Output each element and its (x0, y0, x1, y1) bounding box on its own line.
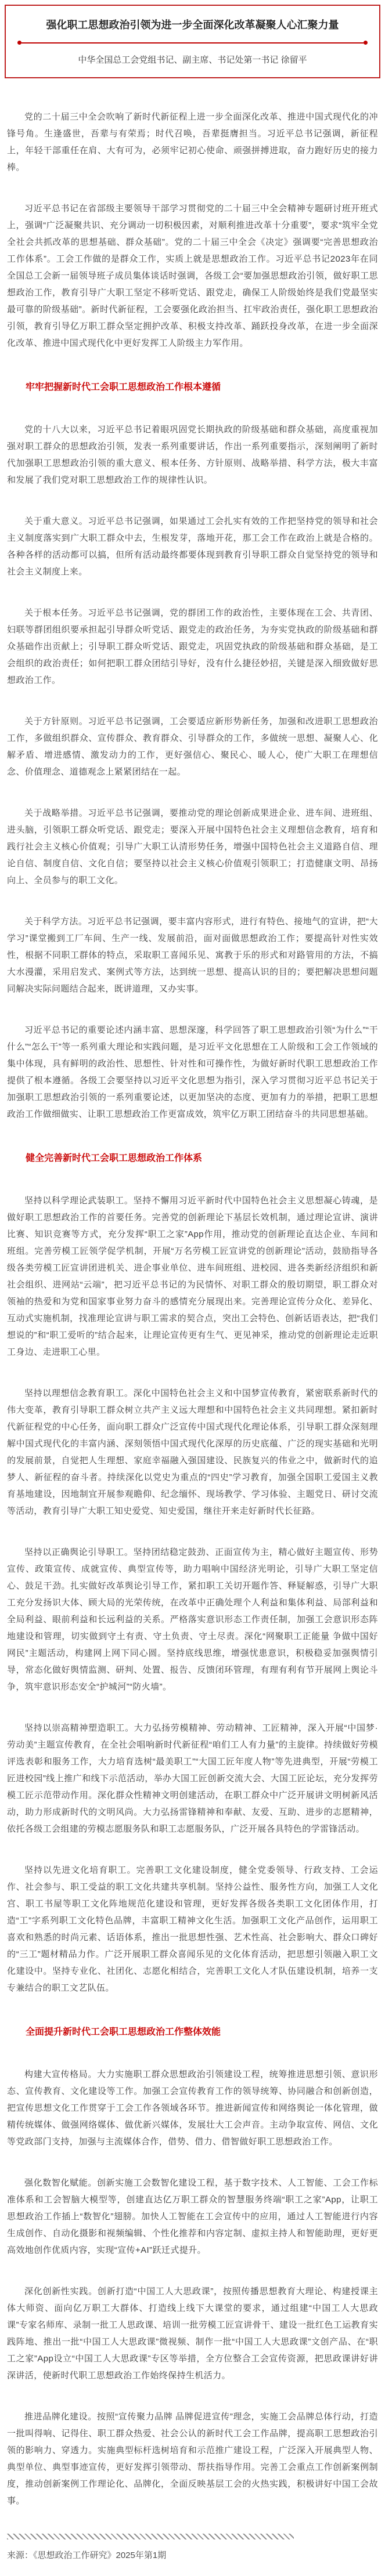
body-paragraph: 坚持以崇高精神塑造职工。大力弘扬劳模精神、劳动精神、工匠精神，深入开展“中国梦·劳动美”主题宣传教育，在全社会唱响新时代新征程“咱们工人有力量”的主旋律。持续做好劳模评选表彰和服务工作，大力培育选树“最美职工”“大国工匠年度人物”等先进典型，开展“劳模工匠进校园”线上推广和线下示范活动，举办大国工匠创新交流大会、大国工匠论坛，充分发挥劳模工匠示范带动作用。深化群众性精神文明创建活动，在职工群众中广泛开展讲文明树新风活动，助力形成新时代的文明风尚。大力弘扬雷锋精神和奉献、友爱、互助、进步的志愿精神，依托各级工会组建的劳模志愿服务队和职工志愿服务队，广泛开展各具特色的学雷锋活动。 (7, 1723, 378, 1834)
body-paragraph: 关于战略举措。习近平总书记强调，要推动党的理论创新成果进企业、进车间、进班组、进头脑，引领职工群众听党话、跟党走；要深入开展中国特色社会主义理想信念教育，培育和践行社会主义核心价值观；引导广大职工认清形势任务，增强中国特色社会主义道路自信、理论自信、制度自信、文化自信；要坚持以社会主义核心价值观引领职工；打造健康文明、昂扬向上、全员参与的职工文化。 (7, 808, 378, 885)
body-paragraph: 坚持以正确舆论引导职工。坚持团结稳定鼓劲、正面宣传为主，精心做好主题宣传、形势宣传、政策宣传、成就宣传、典型宣传等，助力唱响中国经济光明论，引导广大职工坚定信心、鼓足干劲。扎实做好改革舆论引导工作，紧扣职工关切开题作答、释疑解惑，引导广大职工充分发扬识大体、顾大局的光荣传统，在改革中正确处理个人利益和集体利益、局部利益和全局利益、眼前利益和长远利益的关系。严格落实意识形态工作责任制，加强工会意识形态阵地建设和管理，切实做到守土有责、守土负责、守土尽责。深化“网聚职工正能量 争做中国好网民”主题活动，构建网上网下同心圆。坚持底线思维，增强忧患意识，积极稳妥加强舆情引导，常态化做好舆情监测、研判、处置、报告、反馈闭环管理，有理有利有节开展网上舆论斗争，筑牢意识形态安全“护城河”“防火墙”。 (7, 1547, 378, 1692)
body-paragraph: 推进品牌化建设。按照“宣传聚力品牌 品牌促进宣传”理念，实施工会品牌总体行动，打造一批叫得响、记得住、职工群众热爱、社会公认的新时代工会工作品牌，提高职工思想政治引领的影响力、穿透力。实施典型标杆选树培育和示范推广建设工程，广泛深入开展典型人物、典型单位、典型事迹宣传，更好发挥引领带动、帮扶指导作用。完善工会重点工作创新案例制度，推动创新案例工作理论化、品牌化，全面反映基层工会的火热实践，积极讲好中国工会故事。 (7, 2412, 378, 2506)
divider-right-dot (364, 41, 368, 45)
body-paragraph: 关于重大意义。习近平总书记强调，如果通过工会扎实有效的工作把坚持党的领导和社会主义制度落实到广大职工群众中去，生根发芽，落地开花，那工会工作在政治上就是合格的。各种各样的活动都可以搞，但所有活动最终都要体现到教育引导职工群众自觉坚持党的领导和社会主义制度上来。 (7, 516, 378, 577)
body-paragraph: 党的二十届三中全会吹响了新时代新征程上进一步全面深化改革、推进中国式现代化的冲锋号角。生逢盛世，吾辈与有荣焉；时代召唤，吾辈挺膺担当。习近平总书记强调，新征程上，年轻干部重任在肩、大有可为，必须牢记初心使命、顽强拼搏进取，奋力跑好历史的接力棒。 (7, 112, 378, 172)
footer-hatch-divider (7, 2534, 294, 2539)
section-heading: 全面提升新时代工会职工思想政治工作整体效能 (26, 2027, 221, 2037)
title-divider (17, 41, 368, 45)
body-paragraph: 深化创新性实践。创新打造“中国工人大思政课”，按照传播思想教育大理论、构建授课主体大师资、面向亿万职工大群体、打造线上线下大课堂的要求，通过组建“中国工人大思政课”专家名师库、录制一批工人思政课、培训一批劳模工匠宣讲骨干、建设一批红色工运教育实践阵地、推出一批“中国工人大思政课”微视频、制作一批“中国工人大思政课”文创产品、在“职工之家”App设立“中国工人大思政课”专区等举措，全方位整合工会宣传资源，把思政课讲好讲深讲活，使新时代职工思想政治工作始终保持生机活力。 (7, 2286, 378, 2380)
article-title: 强化职工思想政治引领为进一步全面深化改革凝聚人心汇聚力量 (46, 19, 339, 31)
body-paragraph: 关于根本任务。习近平总书记强调，党的群团工作的政治性，主要体现在工会、共青团、妇联等群团组织要承担起引导群众听党话、跟党走的政治任务，为夯实党执政的阶级基础和群众基础作出贡献上；引导职工群众听党话、跟党走，巩固党执政的阶级基础和群众基础，是工会组织的政治责任；如何把职工群众团结引导好，没有什么捷径妙招，关键是深入细致做好思想政治工作。 (7, 608, 378, 685)
article-page (0, 5, 385, 2576)
body-paragraph: 构建大宣传格局。大力实施职工群众思想政治引领建设工程，统筹推进思想引领、意识形态、宣传教育、文化建设等工作。加强工会宣传教育工作的领导统筹、协同融合和创新创造，把宣传思想文化工作贯穿于工会工作各领域各环节。推进新闻宣传和网络舆论一体化管理，做精传统媒体、做强网络媒体、做优新兴媒体，发展壮大工会声音。主动争取宣传、网信、文化等党政部门支持，加强与主流媒体合作，借势、借力、借智做好职工思想政治工作。 (7, 2070, 378, 2147)
divider-left-dot (17, 41, 21, 45)
source-line: 来源：《思想政治工作研究》2025年第1期 (7, 2550, 167, 2560)
article-author: 中华全国总工会党组书记、副主席、书记处第一书记 徐留平 (78, 55, 307, 65)
section-heading: 牢牢把握新时代工会职工思想政治工作根本遵循 (26, 382, 221, 392)
section-heading: 健全完善新时代工会职工思想政治工作体系 (26, 1153, 203, 1163)
article-footer (0, 2534, 385, 2576)
body-paragraph: 习近平总书记在省部级主要领导干部学习贯彻党的二十届三中全会精神专题研讨班开班式上，强调“广泛凝聚共识、充分调动一切积极因素，对顺利推进改革十分重要”，要求“筑牢全党全社会共抓改革的思想基础、群众基础”。党的二十届三中全会《决定》强调要“完善思想政治工作体系”。工会工作做的是群众工作，实质上就是思想政治工作。习近平总书记2023年在同全国总工会新一届领导班子成员集体谈话时强调，各级工会“要加强思想政治引领，做好职工思想政治工作，教育引导广大职工坚定不移听党话、跟党走，确保工人阶级始终是我们党最坚实最可靠的阶级基础”。新时代新征程，工会要强化政治担当、扛牢政治责任，强化职工思想政治引领，教育引导亿万职工群众坚定拥护改革、积极支持改革、踊跃投身改革，在进一步全面深化改革、推进中国式现代化中更好发挥工人阶级主力军作用。 (7, 204, 378, 348)
divider-line (21, 42, 364, 44)
article-body (0, 78, 385, 2509)
body-paragraph: 强化数智化赋能。创新实施工会数智化建设工程，基于数字技术、人工智能、工会工作标准体系和工会智脑大模型等，创建直达亿万职工群众的智慧服务终端“职工之家”App，让职工思想政治工作插上“数智化”翅膀。加快人工智能在工会宣传中的应用，通过人工智能进行内容生成创作、自动化摄影和视频编辑、个性化推荐和内容定制、虚拟主持人和智能助理，更好更高效地创作优质内容，实现“宣传+AI”跃迁式提升。 (7, 2178, 378, 2255)
body-paragraph: 坚持以科学理论武装职工。坚持不懈用习近平新时代中国特色社会主义思想凝心铸魂，是做好职工思想政治工作的首要任务。完善党的创新理论下基层长效机制，通过理论宣讲、演讲比赛、知识竞赛等方式，充分发挥“职工之家”App作用，推动党的创新理论直达企业、车间和班组。完善劳模工匠领学促学机制，开展“万名劳模工匠宣讲党的创新理论”活动，鼓励指导各级各类劳模工匠宣讲团进机关、进企事业单位、进车间班组、进校园、进各类新经济组织和新社会组织、进网站“云端”，把习近平总书记的为民情怀、对职工群众的殷切期望，职工群众对领袖的热爱和为党和国家事业努力奋斗的感情充分展现出来。完善理论宣传分众化、差异化、互动式实施机制，找准理论宣讲与职工需求的契合点，突出工会特色、创新话语表达，把“我们想说的”和“职工爱听的”结合起来，让理论宣传更有生气、更见神采，推动党的创新理论走近职工身边、走进职工心里。 (7, 1196, 378, 1357)
body-paragraph: 习近平总书记的重要论述内涵丰富、思想深邃，科学回答了职工思想政治引领“为什么”“干什么”“怎么干”等一系列重大理论和实践问题，是习近平文化思想在工人阶级和工会工作领域的集中体现，具有鲜明的政治性、思想性、针对性和可操作性，为做好新时代职工思想政治工作提供了根本遵循。各级工会要坚持以习近平文化思想为指引，深入学习贯彻习近平总书记关于加强职工思想政治引领的一系列重要论述，以更加坚决的态度、更加有力的举措，把职工思想政治工作做细做实、让职工思想政治工作更富成效，筑牢亿万职工团结奋斗的共同思想基础。 (7, 1025, 378, 1119)
body-paragraph: 关于科学方法。习近平总书记强调，要丰富内容形式，进行有特色、接地气的宣讲，把“大学习”课堂搬到工厂车间、生产一线、发展前沿，面对面做思想政治工作；要提高针对性实效性，根据不同职工群体的特点，采取职工喜闻乐见、寓教于乐的形式和对路管用的方法，不搞大水漫灌，采用启发式、案例式等方法，达到统一思想、提高认识的目的；要把解决思想问题同解决实际问题结合起来，既讲道理，又办实事。 (7, 917, 378, 994)
body-paragraph: 关于方针原则。习近平总书记强调，工会要适应新形势新任务，加强和改进职工思想政治工作，多做组织群众、宣传群众、教育群众、引导群众的工作，多做统一思想、凝聚人心、化解矛盾、增进感情、激发动力的工作，更好强信心、聚民心、暖人心，使广大职工在理想信念、价值理念、道德观念上紧紧团结在一起。 (7, 717, 378, 777)
body-paragraph: 坚持以先进文化培育职工。完善职工文化建设制度，健全党委领导、行政支持、工会运作、社会参与、职工受益的职工文化共建共享机制。坚持公益性、服务性方向，加强工人文化宫、职工书屋等职工文化阵地规范化建设和管理，更好发挥各级各类职工文化团体作用，打造“工”字系列职工文化特色品牌，丰富职工精神文化生活。加强职工文化产品创作，运用职工喜欢和熟悉的时尚元素、话语体系，推出一批思想性强、艺术性高、社会影响大、群众口碑好的“三工”题材精品力作。广泛开展职工群众喜闻乐见的文化体育活动，把思想引领融入职工文化建设中。坚持专业化、社团化、志愿化相结合，完善职工文化人才队伍建设机制，培养一支专兼结合的职工文艺队伍。 (7, 1865, 378, 1993)
article-header (5, 5, 380, 78)
body-paragraph: 坚持以理想信念教育职工。深化中国特色社会主义和中国梦宣传教育，紧密联系新时代的伟大变革，教育引导职工群众树立共产主义远大理想和中国特色社会主义共同理想。紧扣新时代新征程党的中心任务，面向职工群众广泛宣传中国式现代化理论体系，引导职工群众深刻理解中国式现代化的丰富内涵、深刻领悟中国式现代化深厚的历史底蕴、广泛的现实基础和光明的发展前景，自觉把人生理想、家庭幸福融入强国建设、民族复兴的伟业之中，做新时代的追梦人、新征程的奋斗者。持续深化以党史为重点的“四史”学习教育，加强全国职工爱国主义教育基地建设，因地制宜开展参观瞻仰、纪念缅怀、现场教学、学习体验、主题党日、研讨交流等活动，教育引导广大职工知史爱党、知史爱国，继往开来走好新时代长征路。 (7, 1388, 378, 1516)
body-paragraph: 党的十八大以来，习近平总书记着眼巩固党长期执政的阶级基础和群众基础，高度重视加强对职工群众的思想政治引领，发表一系列重要讲话，作出一系列重要指示，深刻阐明了新时代加强职工思想政治引领的重大意义、根本任务、方针原则、战略举措、科学方法，极大丰富和发展了我们党对职工思想政治工作的规律性认识。 (7, 425, 378, 485)
